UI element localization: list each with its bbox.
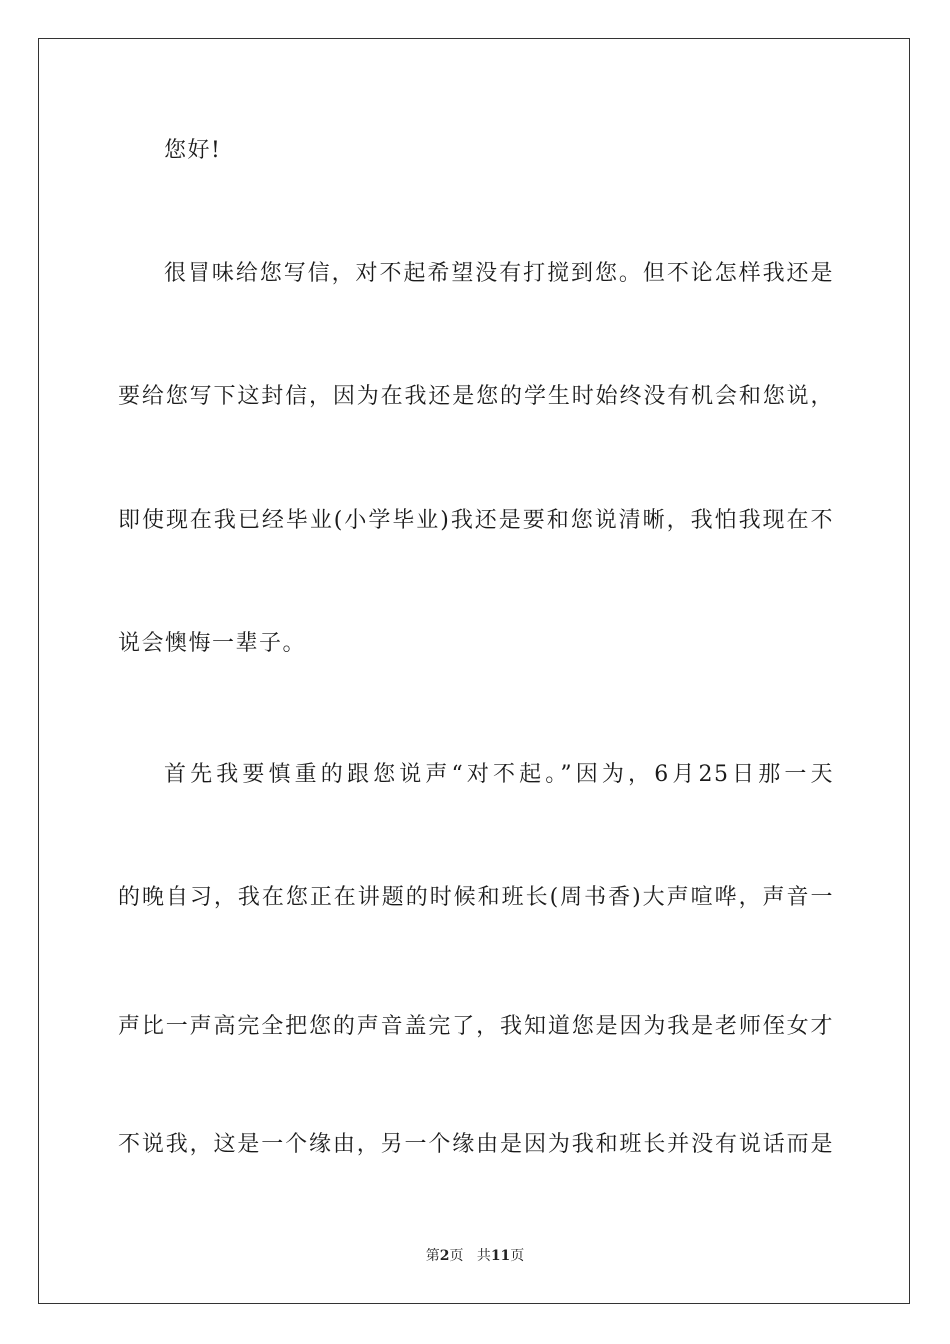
total-prefix: 共 [476, 1248, 491, 1264]
paragraph-line-6: 的晚自习，我在您正在讲题的时候和班长(周书香)大声喧哗，声音一 [118, 885, 834, 910]
paragraph-line-8: 不说我，这是一个缘由，另一个缘由是因为我和班长并没有说话而是 [118, 1132, 834, 1157]
page-border [38, 38, 910, 1304]
total-page-count: 11 [490, 1248, 511, 1264]
page-unit: 页 [449, 1248, 464, 1264]
paragraph-line-1: 很冒味给您写信，对不起希望没有打搅到您。但不论怎样我还是 [164, 261, 834, 286]
page-prefix: 第 [425, 1248, 440, 1264]
paragraph-line-7: 声比一声高完全把您的声音盖完了，我知道您是因为我是老师侄女才 [118, 1014, 834, 1039]
paragraph-line-3: 即使现在我已经毕业(小学毕业)我还是要和您说清晰，我怕我现在不 [118, 508, 834, 533]
page-footer [0, 1246, 950, 1266]
total-unit: 页 [510, 1248, 525, 1264]
paragraph-line-5: 首先我要慎重的跟您说声“对不起。”因为，6月25日那一天 [164, 762, 834, 787]
paragraph-line-2: 要给您写下这封信，因为在我还是您的学生时始终没有机会和您说， [118, 384, 834, 409]
current-page-number: 2 [439, 1248, 450, 1264]
greeting: 您好! [164, 138, 222, 163]
paragraph-line-4: 说会懊悔一辈子。 [118, 631, 307, 656]
